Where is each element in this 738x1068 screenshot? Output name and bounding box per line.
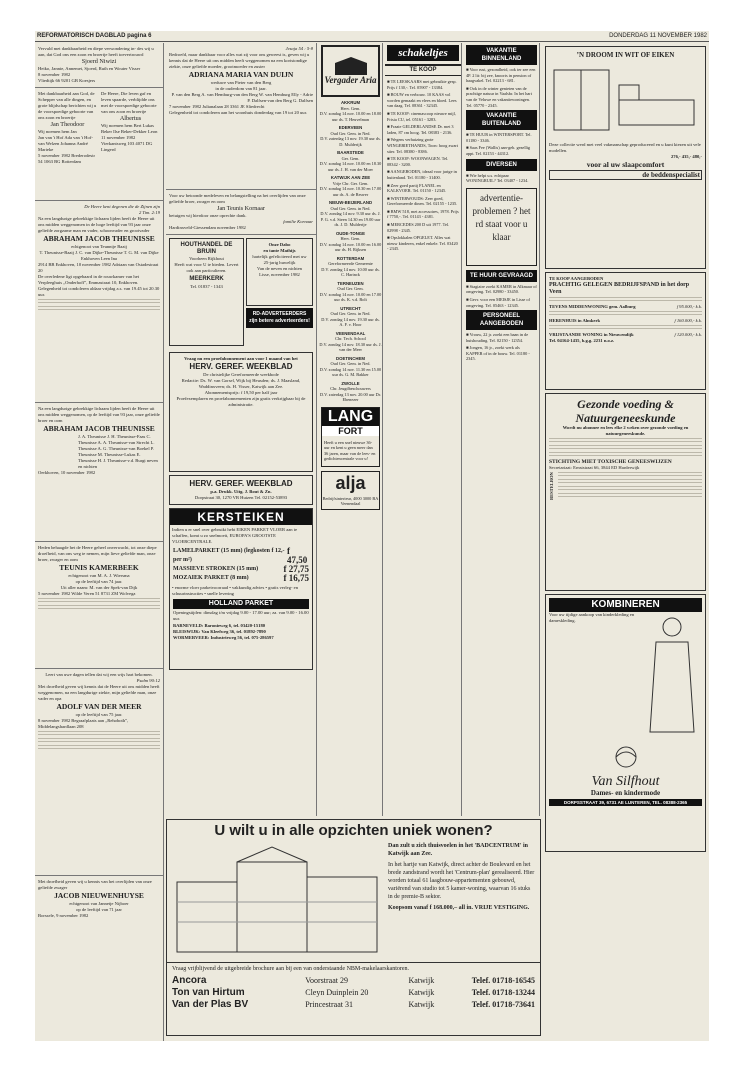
classifieds-column: schakeltjes TE KOOP ■ TE LEESKAARS met gebruikte gesp. Prijs f 130,-. Tel. 05907 - 13384. ■ BOUW en verbouw. 10 KAAS vol worden gemaakt en vlees en bloed. Lees van daag. Tel. 08361 - 32345. ■ TE KOOP: cinemascoop nieuwe mijl, Frisia CU, tel. 05161 - 3283. ■ Fraaie GELDERLANDSE Dr. met 3 laden, 87 cm hoog. Tel. 08383 - 2136. ■ Wegens verhuizing grote WINGEBIETHANDS, Toon: hoog zwart stier. Tel. 08380 - 8386. ■ TE KOOP: WOONWAGEN. Tel. 08342 - 3200. ■ AANGEBODEN, ideaal voor jarige in buitenland. Tel. 01180 - 31400. ■ Zeer goed partij FLANEL en KALKVOER. Tel. 01150 - 12345. ■ WINTERWOUDS: Zeer goed, Gereformeerde dinen. Tel. 02155 - 1235. ■ BMW 518, met accessoires, 1978. Prijs f 7750,-. Tel. 01143 - 4381. ■ MERCEDES 200 D uit 1977. Tel. 02998 - 2345. ■ Opslokkalen OPGELET. Alles wat nieuw kinderen, enkel enkele. Tel. 03420 - 2345.: [385, 43, 462, 816]
vergader-aria-logo: Vergader Aria: [321, 45, 380, 97]
church-service-sub: Oud Ger. Gem. in Ned.: [330, 205, 371, 211]
agent-city: Katwijk: [408, 1000, 435, 1009]
agent-city: Katwijk: [408, 976, 435, 985]
classified-ad: ■ AANGEBODEN, ideaal voor jarige in buitenland. Tel. 01180 - 31400.: [387, 169, 457, 180]
thanks-notice-kornaar: Voor uw betoonde medeleven en belangstelling na het overlijden van onze geliefde broer, zwager en oom Jan Teunis Kornaar betuigen wij hierdoor onze oprechte dank. familie Kornaar Hardinxveld-Giessendam november 1982: [166, 190, 316, 235]
church-service-name: NIEUW-BEIJERLAND: [328, 200, 373, 205]
agent-name: Ancora: [172, 975, 207, 986]
agent-name: Ton van Hirtum: [172, 987, 245, 998]
death-notice-van-duijn: Jesaja 54 : 5-8 Bedroefd, maar dankbaar voor alles wat zij voor ons geweest is, geven wij u kennis dat de Heere uit ons midden heeft weggenomen na een kortstondige ziekte, onze geliefde moeder, grootmoeder en zuster ADRIANA MARIA VAN DUIJN weduwe van Pieter van den Berg in de ouderdom van 81 jaar. P. van den Berg A. van Hemburg-van den Berg W. van Hemburg Elly - Adrie P. Dalfsen-van den Berg G. Dalfsen 7 november 1982 Julianalaan 28 3361 JE Sliedrecht Gelegenheid tot condoleren aan het woonhuis donderdag van 19 tot 20 uur.: [166, 43, 316, 190]
church-service-item: [319, 200, 382, 228]
classified-ad: ■ TE KOOP: WOONWAGEN. Tel. 08342 - 3200.: [387, 156, 449, 167]
church-service-sub: Oud Ger. Gem.: [337, 286, 364, 291]
church-service-item: [319, 281, 382, 303]
houthandel-ad: HOUTHANDEL DE BRUIN Voorheen Rijkhout Heeft wat voor U te bieden. Levert ook aan particulieren. MEERKERK Tel. 01837 - 1343: [169, 238, 244, 346]
church-service-sub: Chr. Tech. School: [335, 336, 366, 341]
classified-ad: ■ Fraaie GELDERLANDSE Dr. met 3 laden, 87 cm hoog. Tel. 08383 - 2136.: [387, 124, 454, 135]
classified-ad: ■ Wegens verhuizing grote WINGEBIETHANDS, Toon: hoog zwart stier. Tel. 08380 - 8386.: [387, 137, 458, 154]
gezonde-voeding-ad: Gezonde voeding & Natuurgeneeskunde Wordt nu abonnee en lees elke 2 weken over gezonde voeding en natuurgeneeskunde. STICHTING MIET TOXISCHE GENEESWIJZEN Secretariaat: Ernststraat 66, 3844 ED Harderwijk BESTELBON: [545, 393, 706, 591]
church-service-item: [319, 100, 382, 122]
advertentie-problemen-ad: advertentie- problemen ? het rd staat voor u klaar: [466, 188, 537, 266]
notices-ads-column: [166, 43, 317, 816]
small-ads-row: [166, 235, 316, 349]
page-header: [35, 31, 709, 42]
death-notice-nieuwenhuyse: Met droefheid geven wij u kennis van het overlijden van onze geliefde zwager JACOB NIEUWENHUYSE echtgenoot van Jannetje Nijboer op de leeftijd van 71 jaar Borssele, 9 november 1982: [38, 879, 152, 918]
classified-ad: ■ Voor rust, gezondheid, ook ter zee een 4P. 2 lit: bij zee, knoorts in pension of haagvakel. Tel. 02213 - 681.: [466, 67, 536, 84]
church-service-name: TERNEUZEN: [337, 280, 364, 286]
church-service-text: D.V. zaterdag 13 nov. 19.30 uur ds. D. Mulderijk: [320, 136, 381, 147]
church-service-name: OUDE-TONGE: [335, 230, 366, 236]
classified-ad: ■ Vrouw, 22 jr. zoekt een baan in de huishouding. Tel. 02150 - 12354.: [466, 332, 529, 343]
kersteiken-ad: KERSTEIKEN Indien u er snel over gebruikt hebt EIKEN PARKET VLOER aan te schaffen, komt u zo snelmoeit, EUROPA'S GROOTSTE VLOERCENTRALE. LAMELPARKET (15 mm) (legkosten f 12,- per m²) f 47,50 MASSIEVE STROKEN (15 mm) f 27,75 MOZAIEK PARKET (8 mm) f 16,75 • enorme vloer parketvoorraad • vakkundig advies • gratis verleg- en schuurinstructies • snelle levering HOLLAND PARKET Openingstijden: dinsdag t/m vrijdag 9.00 - 17.00 uur; za. van 9.00 - 16.00 uur. BARNEVELD: Baronieweg 6, tel. 03420-15180 BLEISWIJK: Van Kleefweg 36, tel. 01892-7890 WORMERVEER: Industrieweg 56, tel. 075-286597: [169, 508, 313, 670]
church-service-name: DOETINCHEM: [336, 355, 365, 361]
church-service-sub: Chr. Jeugdbeschouwers: [330, 386, 371, 391]
agent-tel: Telef. 01718-73641: [471, 1000, 535, 1009]
classified-ad: ■ Ook in de winter genieten van de prachtige natuur in Vaalsbr. In het hart van de Veluwe en vakantiewoningen. Tel. 05770 - 2345.: [466, 85, 532, 108]
church-service-sub: Ger. Gem.: [341, 155, 360, 161]
church-service-name: KATWIJK AAN ZEE: [330, 175, 371, 180]
church-icon: [331, 57, 371, 75]
agent-tel: Telef. 01718-13244: [471, 988, 535, 997]
page-header-right: DONDERDAG 11 NOVEMBER 1982: [609, 33, 707, 39]
classified-ad: ■ TE LEESKAARS met gebruikte gesp. Prijs f 130,-. Tel. 05907 - 13384.: [387, 79, 457, 90]
classified-ad: ■ BOUW en verbouw. 10 KAAS vol worden gemaakt en vlees en bloed. Lees van daag. Tel. 08361 - 32345.: [387, 92, 457, 109]
classified-ad: ■ Opslokkalen OPGELET. Alles wat nieuw kinderen, enkel enkele. Tel. 03420 - 2345.: [387, 235, 458, 252]
price-value: f 27,75: [283, 564, 309, 574]
agent-street: Voorstraat 29: [305, 976, 348, 985]
classified-ad: ■ Stagiaire zoekt KAMER in Alkmaar of omgeving. Tel. 02980 - 33450.: [466, 283, 537, 295]
classified-ad: ■ TE HUUR in WINTERSPORT. Tel. 01180 - 3346.: [466, 132, 532, 143]
church-service-name: UTRECHT: [340, 305, 361, 311]
death-notice-theunisse-1: De Heere kent degenen die de Zijnen zijn 2 Tim. 2:19 Na een langdurige gebrekkige lichaam lijden heeft de Heere uit ons midden weggenomen in de hoge leeftijd van 93 jaar onze geliefde zorgzame man en vader, schoonvader en grootvader ABRAHAM JACOB THEUNISSE echtgenoot van Teunntje Baaij T. Theunisse-Baaij J. C. van Dijke-Theunisse T. G. M. van Dijke Enkhoven Leen Ina 2914 BB Enkhoven, 10 november 1982 Adriaan van Ostadestraat 20 De overledene ligt opgebaard in de rouwkamer van het Verpleeghuis „Onderhoff”, Emmastraat 10, Enkhoven. Gelegenheid tot condoleren aldaar vrijdag a.s. van 19.45 tot 20.30 uur.: [35, 201, 163, 403]
church-service-item: [319, 150, 382, 172]
church-service-text: D.V. zondag 14 nov. 11.30 en 15.00 uur ds. G. M. Bakker: [319, 366, 382, 377]
display-ads-column: [542, 43, 709, 1041]
church-service-text: D.V. zondag 14 nov. 9.30 uur ds. J. P. G. v.d. Steen 14.30 en 19.00 uur ds. J. D. Mulderije: [320, 211, 381, 227]
estate-agent-row: [172, 999, 535, 1011]
weekblad-ad-2: HERV. GEREF. WEEKBLAD p.a. Drukk. Uitg. J. Bout & Zn. Dorpstraat 30, 1270 VB Huizen Tel. 02152-53893: [169, 475, 313, 505]
church-service-name: BAARSTEDE: [337, 150, 364, 155]
church-service-item: [319, 331, 382, 353]
death-notice-kamerbeek: Heden behaagde het de Heere geheel onverwacht, tot onze diepe droefheid, van ons weg te nemen, mijn lieve geliefde man, onze broer, zwager en oom TEUNIS KAMERBEEK echtgenoot van M. A. J. Wiersma op de leeftijd van 74 jaar. Uit aller naam: M. van der Spek-van Dijk 5 november 1982 Wilde Veren 51 8731 ZM Wolvega: [35, 542, 163, 669]
church-service-text: D.V. zaterdag 13 nov. 20.00 uur Dr. Ebenezer: [319, 391, 382, 402]
church-service-item: [319, 356, 382, 378]
death-notice-van-der-meer: Leert van uwe dagen tellen dat wij een wijs hart bekomen. Psalm 90:12 Met droefheid geven wij kennis dat de Heere uit ons midden heeft weggenomen, na een langdurige ziekte, mijn geliefde man, onze vader en opa ADOLF VAN DER MEER op de leeftijd van 75 jaar. 8 november 1982 Begraafplaats aan „Rehoboth”, Middelangshardlaan 208: [35, 669, 163, 876]
schakeltjes-banner: schakeltjes: [387, 45, 459, 61]
classified-ad: ■ MERCEDES 200 D uit 1977. Tel. 02998 - 2345.: [387, 222, 450, 233]
droom-eiken-ad: ’N DROOM IN WIT OF EIKEN Deze collectie werd met veel vakmanschap geproduceerd en u kunt kiezen uit vele modellen. 276,- 435,- 480,- voor al uw slaapcomfort de beddenspecialist: [545, 46, 706, 269]
congratulation-ad: Onze Dabo en tante Mathijs hartelijk gefeliciteerd met uw 25-jarig huwelijk Van de neven en nichten Lisse, november 1982: [246, 238, 313, 306]
katwijk-apartment-ad: U wilt u in alle opzichten uniek wonen? Dan zult u zich thuisvoelen in het 'BADCENTRUM' in Katwijk aan Zee. In het hartje van Katwijk, direct achter de Boulevard en het brede zandstrand wordt het 'Centrum-plan' gerealiseerd. Hier worden totaal 61 laagbouw-appartementen gebouwd, variërend van studio tot 5 kamer-woning, waarvan 16 stuks in de premie-B sektor. Koopsom vanaf f 168.000,– all in. VRIJE VESTIGING. Vraag vrijblijvend de uitgebreide brochure aan bij een van onderstaande NBM-makelaarskantoren. Ancora Voorstraat 29 Katwijk Telef. 01718-16545 Ton van Hirtum Cleyn Duinplein 20 Katwijk Telef. 01718-13244 Van der Plas BV Princestraat 31 Katwijk Telef. 01718-73641: [166, 819, 541, 1036]
church-service-text: D.V. zondag 14 nov. 10.30 en 17.00 uur ds. A. de Reuver: [319, 186, 382, 197]
newspaper-page: [35, 31, 709, 1041]
classified-ad: ■ Saas Fee (Wallis) aan-geb. gezellig appt. Tel. 02153 - 44312.: [466, 145, 531, 156]
church-service-name: ROTTERDAM: [336, 255, 365, 261]
classifieds-column-2: VAKANTIE BINNENLAND ■ Voor rust, gezondheid, ook ter zee een 4P. 2 lit: bij zee, knoorts in pension of haagvakel. Tel. 02213 - 681. ■ Ook in de winter genieten van de prachtige natuur in Vaalsbr. In het hart van de Veluwe en vakantiewoningen. Tel. 05770 - 2345. VAKANTIE BUITENLAND ■ TE HUUR in WINTERSPORT. Tel. 01180 - 3346. ■ Saas Fee (Wallis) aan-geb. gezellig appt. Tel. 02153 - 44312. DIVERSEN ■ Wie helpt u.s. echtpaar WONINGRUIL? Tel. 03407 - 1234. advertentie- problemen ? het rd staat voor u klaar TE HUUR GEVRAAGD ■ Stagiaire zoekt KAMER in Alkmaar of omgeving. Tel. 02980 - 33450. ■ Gevr. voor een MEISJE in Lisse of omgeving. Tel. 05463 - 12345. PERSONEEL AANGEBODEN ■ Vrouw, 22 jr. zoekt een baan in de huishouding. Tel. 02150 - 12354. ■ Jongen, 16 jr., zoekt werk als KAPPER of in de bouw. Tel. 01180 - 2345.: [464, 43, 540, 816]
church-services-column: [319, 43, 383, 816]
price-row: [173, 547, 309, 565]
church-service-text: D.V. zondag 14 nov. 10.00 en 18.00 uur ds. T. Heuvelman: [319, 111, 382, 122]
classified-ad: ■ BMW 518, met accessoires, 1978. Prijs f 7750,-. Tel. 01143 - 4381.: [387, 208, 459, 220]
birth-notice-1: Vervuld met dankbaarheid en diepe verwondering in- des wij u aan, dat God ons een zoon en broertje heeft toevertrouwd Sjoerd Niwizi Heiko, Jannie, Annemei, Sjoerd, Ruth en Wouter Visser 8 november 1982 Vliedtijk 66 9201 GB Koesjers: [35, 43, 163, 88]
agent-street: Princestraat 31: [305, 1000, 353, 1009]
church-service-item: [319, 175, 382, 197]
church-service-item: [319, 231, 382, 253]
classified-ad: ■ Zeer goed partij FLANEL en KALKVOER. Tel. 01150 - 12345.: [387, 182, 447, 194]
agent-street: Cleyn Duinplein 20: [305, 988, 369, 997]
rose-icon: [596, 742, 656, 772]
agent-city: Katwijk: [408, 988, 435, 997]
classified-ad: ■ TE KOOP: cinemascoop nieuwe mijl, Frisia CU, tel. 05161 - 3283.: [387, 110, 456, 122]
price-label: MOZAIEK PARKET (8 mm): [173, 575, 249, 581]
classified-ad: ■ Jongen, 16 jr., zoekt werk als KAPPER of in de bouw. Tel. 01180 - 2345.: [466, 345, 530, 362]
agent-tel: Telef. 01718-16545: [471, 976, 535, 985]
church-service-text: D.V. zondag 14 nov. 10.00 en 16.00 uur ds. H. Rijksen: [319, 241, 382, 252]
price-row: [173, 574, 309, 583]
church-service-text: D.V. zondag 14 nov. 10.00 en 17.00 uur ds. K. v.d. Bolt: [319, 291, 382, 302]
church-service-text: D.V. zondag 14 nov. 10.00 en 18.30 uur ds. J. H. van der Moer: [319, 161, 382, 172]
classified-ad: ■ Gevr. voor een MEISJE in Lisse of omgeving. Tel. 05463 - 12345.: [466, 296, 530, 308]
death-notice-theunisse-2: Na een langdurige gebrekkige lichaam lijden heeft de Heere uit ons midden weggenomen, op de leeftijd van 93 jaar, onze geliefde broer en oom ABRAHAM JACOB THEUNISSE J. A. Theunisse J. H. Theunisse-Faas C. Theunisse A. A. Theunisse-van Strecht L. Theunisse A. G. Theunisse-van Boekel P. Theunisse M. Theunisse-Lukas E. Theunisse H. J. Theunisse-v.d. Burgt neven en nichten Oerkhoven, 10 november 1982: [35, 403, 163, 542]
agent-name: Van der Plas BV: [172, 999, 249, 1010]
church-service-name: ZWOLLE: [341, 380, 360, 386]
church-service-item: [319, 125, 382, 147]
lang-ad: LANG FORT Heeft u een snel nieuwe 36-uur en kent u geen meer dan 36 jaren, maar van de lees- en gedichtencentrale voor u!: [321, 407, 380, 467]
page-header-left: REFORMATORISCH DAGBLAD pagina 6: [37, 33, 152, 39]
price-value: f 16,75: [283, 573, 309, 583]
birth-notice-2: Met dankbaarheid aan God, de Schepper van alle dingen, en grote blijdschap berichten wij u de voorspoedige geboorte van ons zoon en broertje Jan Theodoor Wij noemen hem Jan Jan van 't Hof Ada van 't Hof-van Welzen Johanna André Marieke 5 november 1982 Brederodestr 54 1063 BG Rotterdam De Heere, Die leven gaf en leven spaarde, verblijdde ons met de voorspoedige geboorte van ons zoon en broertje Albertus Wij noemen hem Bert Lukas Beker Ilse Beker-Dekker Leon 11 november 1982 Vierkantsweg 103 4071 DG Lingerd: [35, 88, 163, 201]
classified-ad: ■ WINTERWOUDS: Zeer goed, Gereformeerde dinen. Tel. 02155 - 1235.: [387, 195, 458, 207]
church-service-text: D.V. zondag 14 nov. 18.30 uur ds. J. van der Meer: [319, 341, 382, 352]
church-service-name: AKKRUM: [340, 100, 361, 105]
church-service-item: [319, 256, 382, 278]
church-service-sub: Herv. Gem.: [340, 236, 361, 241]
real-estate-ad: TE KOOP AANGEBODEN PRACHTIG GELEGEN BEDRIJFSPAND in het dorp Veen TEVENS MIDDENWONING gem. Aalburg f 95.000,- k.k. HERENHUIS in Almkerk f 160.000,- k.k. VRIJSTAANDE WONING in Nieuwendijk f 120.000,- k.k. Tel. 04164-1435, b.g.g. 2231 n.o.z.: [545, 272, 706, 390]
church-service-name: VEENENDAAL: [335, 330, 366, 336]
bedroom-furniture-icon: [549, 60, 699, 140]
weekblad-ad-1: Vraag nu een proefabonnement aan voor 1 maand van het HERV. GEREF. WEEKBLAD De christelijke Gereformeerde weekbode Redactie: Ds. W. van Gorsel, Wijk bij Heusden; ds. J. Maasland, Waddinxveen; ds. H. Visser, Katwijk aan Zee. Abonnementsprijs: f 19,50 per half jaar Proefexemplaren en proefabonnementen zijn gratis verkrijgbaar bij de administratie.: [169, 352, 313, 472]
price-value: f 47,50: [286, 546, 308, 565]
church-service-sub: Oud Ger. Gem. in Ned.: [330, 130, 371, 136]
church-service-sub: Oud Ger. Gem. in Ned.: [330, 361, 371, 366]
van-silfhout-ad: KOMBINEREN Voor uw tijdige aankoop van kinderkleding en dameskleding. Van Silfhout Dames- en kindermode DORPSSTRAAT 39, 6731 AE LUNTEREN, TEL. 08388-2365: [545, 594, 706, 852]
church-service-sub: Herv. Gem.: [340, 105, 361, 111]
church-service-name: EDERVEEN: [338, 125, 363, 130]
church-service-item: [319, 306, 382, 328]
church-service-text: D.V. zondag 14 nov. 10.00 uur ds. C. Harinck: [321, 266, 380, 277]
price-label: MASSIEVE STROKEN (15 mm): [173, 566, 259, 572]
classified-ad: ■ Wie helpt u.s. echtpaar WONINGRUIL? Tel. 03407 - 1234.: [466, 172, 529, 184]
church-service-item: [319, 381, 382, 403]
mother-child-figure-icon: [642, 612, 702, 742]
apartment-building-illustration: [172, 842, 382, 962]
rd-advertisers-ad: RD-ADVERTEERDERS zijn betere adverteerders!: [246, 308, 313, 328]
church-service-sub: Oud Ger. Gem. in Ned.: [330, 311, 371, 316]
estate-agent-row: [172, 975, 535, 987]
church-service-sub: Gereformeerde Gemeente: [328, 261, 373, 266]
church-service-text: D.V. zondag 14 nov. 19.30 uur ds. A. F. v. Hoor: [321, 316, 380, 327]
church-service-sub: Vrije Chr. Ger. Gem.: [332, 180, 369, 186]
price-label: LAMELPARKET (15 mm) (legkosten f 12,- per m²): [173, 548, 285, 563]
alja-ad: alja Bedrijfsinterieur, 4000 3000 BA Veenendaal: [321, 471, 380, 510]
family-notices-column: [35, 43, 164, 1041]
estate-agent-row: [172, 987, 535, 999]
